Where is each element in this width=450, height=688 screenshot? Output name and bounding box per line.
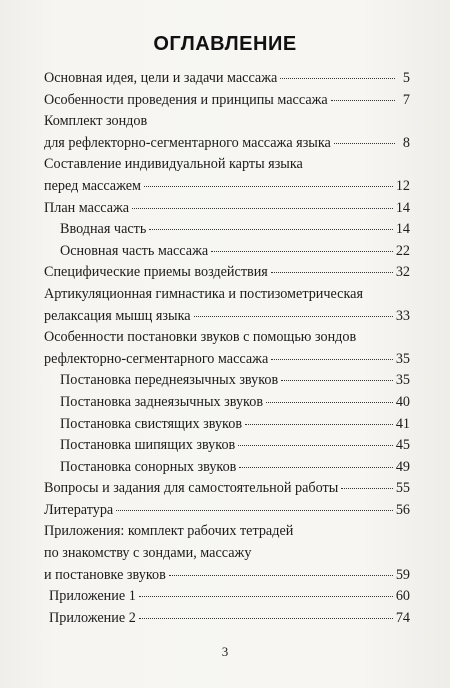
toc-entry-title: перед массажем [44, 177, 141, 194]
dot-leader [331, 100, 395, 101]
toc-entry-page: 35 [395, 372, 410, 389]
toc-entry-row [44, 565, 410, 587]
toc-entry [44, 608, 410, 630]
toc-entry-title: Приложение 1 [49, 588, 136, 605]
dot-leader [116, 510, 393, 511]
toc-entry [44, 586, 410, 608]
toc-entry-page: 49 [395, 458, 410, 475]
toc-entry-row [44, 349, 410, 371]
toc-entry-title: Постановка свистящих звуков [60, 415, 243, 432]
toc-entry-line: Комплект зондов [44, 113, 148, 130]
dot-leader [139, 596, 393, 597]
toc-entry-page: 32 [395, 264, 410, 281]
toc-entry [44, 500, 410, 522]
toc-entry-line: Составление индивидуальной карты языка [44, 156, 303, 173]
toc-entry [44, 521, 410, 586]
dot-leader [334, 143, 395, 144]
toc-entry-row [60, 392, 410, 414]
toc-entry [44, 478, 410, 500]
page-number: 3 [221, 644, 229, 659]
dot-leader [169, 575, 393, 576]
toc-entry-page: 22 [395, 242, 410, 259]
toc-entry-title: Особенности проведения и принципы массажа [44, 91, 328, 108]
dot-leader [132, 208, 393, 209]
toc-entry-title: План массажа [44, 199, 130, 216]
toc-entry-row [44, 478, 410, 500]
toc-entry-page: 60 [395, 588, 410, 605]
toc-entry-row [49, 608, 410, 630]
toc-entry-page: 40 [395, 393, 410, 410]
dot-leader [281, 380, 393, 381]
toc-entry-row [60, 370, 410, 392]
toc-entry-title: Постановка переднеязычных звуков [60, 372, 279, 389]
toc-entry-row [44, 68, 410, 90]
toc-entry [44, 90, 410, 112]
toc-entry-title: Постановка заднеязычных звуков [60, 393, 264, 410]
toc-entry-title: релаксация мышц языка [44, 307, 191, 324]
dot-leader [266, 402, 393, 403]
toc-entry [44, 111, 410, 154]
toc-entry-line: Артикуляционная гимнастика и постизометрическая [44, 285, 363, 302]
toc-entry-title: Основная часть массажа [60, 242, 209, 259]
dot-leader [194, 316, 393, 317]
toc-entry-page: 33 [395, 307, 410, 324]
toc-entry-row [44, 176, 410, 198]
page-title: ОГЛАВЛЕНИЕ [153, 33, 297, 55]
toc-entry-page: 41 [395, 415, 410, 432]
dot-leader [211, 251, 393, 252]
toc-entry-title: Постановка шипящих звуков [60, 437, 236, 454]
toc-entry-page: 5 [402, 70, 410, 86]
toc-entry-title: Основная идея, цели и задачи массажа [44, 70, 278, 86]
toc-entry-row [60, 241, 410, 263]
toc-entry-title: Литература [44, 501, 114, 518]
dot-leader [149, 229, 392, 230]
toc-entry [44, 392, 410, 414]
toc-entry-row [60, 457, 410, 479]
toc-entry [44, 241, 410, 263]
toc-entry-row [44, 500, 410, 522]
toc-entry [44, 284, 410, 327]
toc-entry-page: 55 [395, 480, 410, 497]
toc-entry-title: Вводная часть [60, 221, 147, 238]
toc-entry [44, 457, 410, 479]
toc-entry-page: 12 [395, 177, 410, 194]
toc-entry-row [44, 133, 410, 155]
toc-entry-line: Приложения: комплект рабочих тетрадей [44, 523, 294, 540]
dot-leader [280, 78, 395, 79]
toc-entry [44, 435, 410, 457]
dot-leader [238, 445, 393, 446]
toc-entry-title: Постановка сонорных звуков [60, 458, 237, 475]
toc-entry-row [44, 198, 410, 220]
toc-entry-line: Особенности постановки звуков с помощью зондов [44, 329, 357, 346]
toc-entry-page: 7 [402, 91, 410, 108]
dot-leader [271, 272, 393, 273]
dot-leader [341, 488, 393, 489]
toc-entry-row [44, 90, 410, 112]
toc-entry-row [44, 262, 410, 284]
toc-entry-page: 8 [402, 134, 410, 151]
toc-entry-row [49, 586, 410, 608]
toc-entry-page: 35 [395, 350, 410, 367]
dot-leader [144, 186, 393, 187]
toc-entry-page: 14 [395, 221, 410, 238]
toc-entry-row [60, 219, 410, 241]
toc-entry-title: рефлекторно-сегментарного массажа [44, 350, 269, 367]
toc-entry [44, 414, 410, 436]
toc-entry-title: для рефлекторно-сегментарного массажа языка [44, 134, 331, 151]
toc-entry-page: 56 [395, 501, 410, 518]
toc-entry-row [60, 435, 410, 457]
dot-leader [245, 424, 393, 425]
toc-entry-page: 14 [395, 199, 410, 216]
toc-entry [44, 327, 410, 370]
dot-leader [271, 359, 393, 360]
toc-entry-title: Приложение 2 [49, 609, 136, 626]
toc-entry [44, 370, 410, 392]
toc-entry [44, 154, 410, 197]
toc-entry-row [44, 306, 410, 328]
toc-entry [44, 198, 410, 220]
dot-leader [139, 618, 393, 619]
toc-entry [44, 262, 410, 284]
table-of-contents [44, 68, 410, 629]
toc-entry-line: по знакомству с зондами, массажу [44, 545, 252, 562]
toc-entry-page: 59 [395, 566, 410, 583]
dot-leader [239, 467, 392, 468]
toc-entry-title: Вопросы и задания для самостоятельной работы [44, 480, 339, 497]
toc-entry-page: 74 [395, 609, 410, 626]
toc-entry [44, 219, 410, 241]
toc-entry-title: и постановке звуков [44, 566, 166, 583]
toc-entry-title: Специфические приемы воздействия [44, 264, 268, 281]
toc-entry-row [60, 414, 410, 436]
toc-entry-page: 45 [395, 437, 410, 454]
toc-entry [44, 68, 410, 90]
